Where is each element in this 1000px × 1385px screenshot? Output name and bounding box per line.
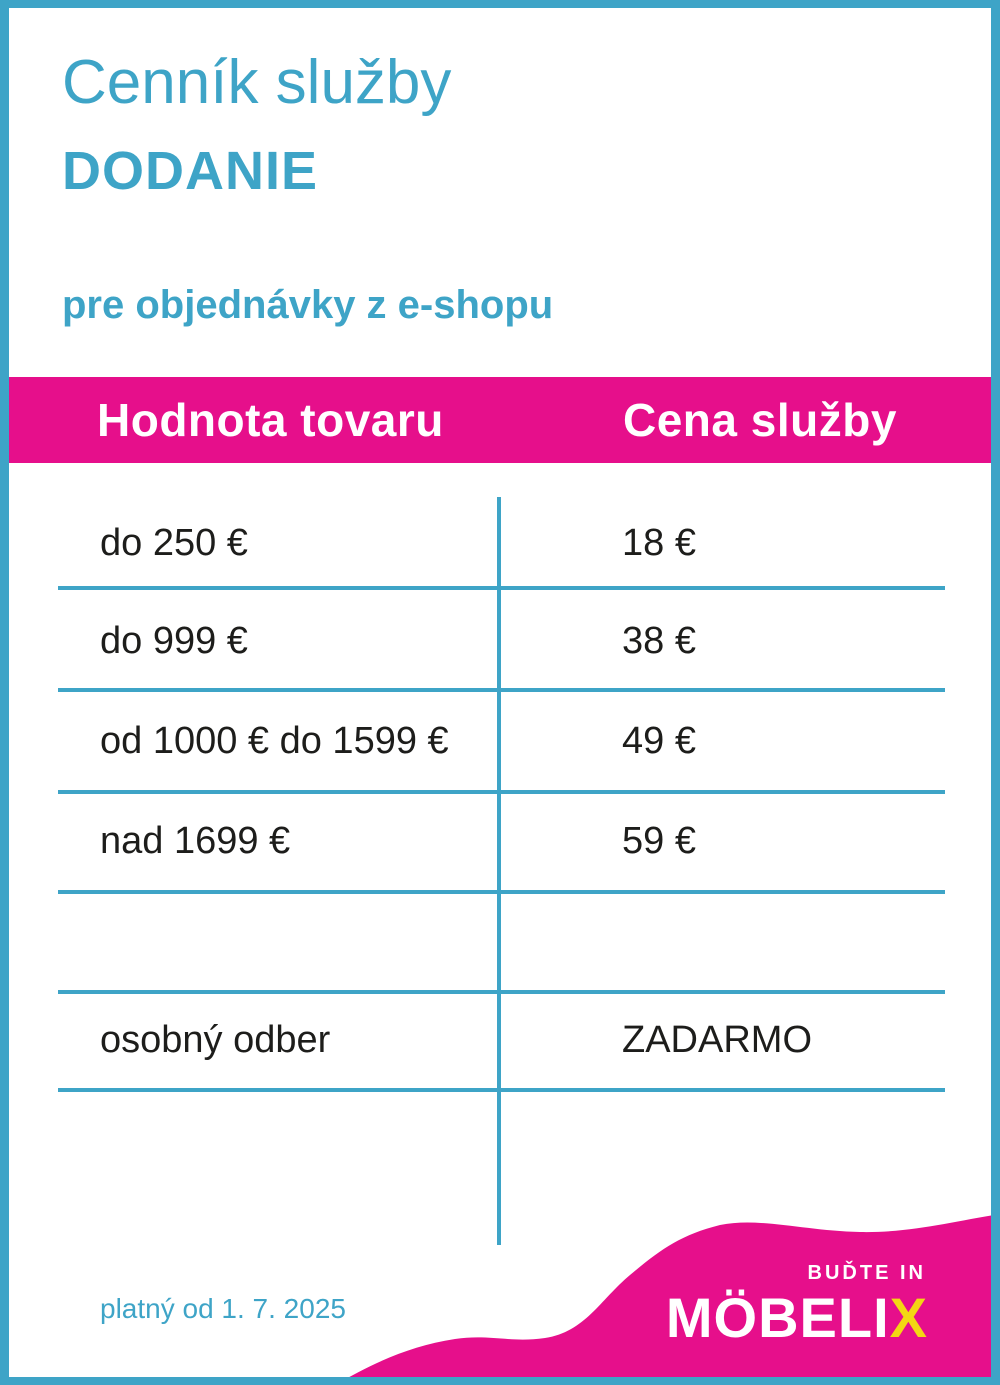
table-header-bar xyxy=(0,377,1000,463)
page-border-top xyxy=(0,0,1000,8)
column-header-cena-sluzby: Cena služby xyxy=(623,394,897,446)
page-title: Cenník služby xyxy=(62,48,452,117)
table-row-value: ZADARMO xyxy=(622,1019,812,1061)
table-row-value: 59 € xyxy=(622,820,696,862)
table-row-divider xyxy=(58,790,945,794)
page-border-bottom xyxy=(0,1377,1000,1385)
page-border-left xyxy=(0,0,9,1385)
table-column-divider xyxy=(497,497,501,1245)
table-row-divider xyxy=(58,890,945,894)
logo-brand-text xyxy=(666,1288,928,1348)
table-row-divider xyxy=(58,688,945,692)
column-header-hodnota-tovaru: Hodnota tovaru xyxy=(97,394,444,446)
table-row-label: osobný odber xyxy=(100,1019,331,1061)
table-row-label: od 1000 € do 1599 € xyxy=(100,720,449,762)
mobelix-logo xyxy=(666,1260,928,1348)
table-row-label: do 250 € xyxy=(100,522,248,564)
table-row-label: nad 1699 € xyxy=(100,820,291,862)
table-row-value: 38 € xyxy=(622,620,696,662)
page-subtitle: pre objednávky z e-shopu xyxy=(62,283,554,327)
logo-tagline: BUĎTE IN xyxy=(807,1262,926,1284)
logo-brand-x: X xyxy=(889,1286,928,1349)
table-row-label: do 999 € xyxy=(100,620,248,662)
logo-brand-white: MÖBELI xyxy=(665,1286,890,1349)
table-row-divider xyxy=(58,990,945,994)
table-row-value: 18 € xyxy=(622,522,696,564)
page-border-right xyxy=(991,0,1000,1385)
valid-from-note: platný od 1. 7. 2025 xyxy=(100,1293,346,1324)
table-row-divider xyxy=(58,1088,945,1092)
table-row-divider xyxy=(58,586,945,590)
table-row-value: 49 € xyxy=(622,720,696,762)
service-name-title: DODANIE xyxy=(62,141,319,201)
